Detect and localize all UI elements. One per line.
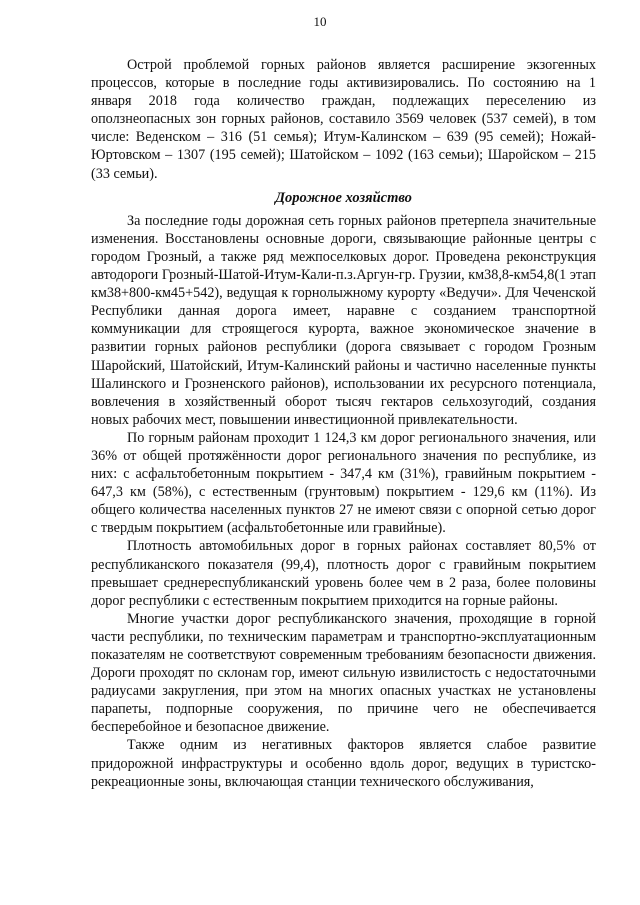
page-number: 10 xyxy=(313,14,327,29)
paragraph-roadside-infrastructure: Также одним из негативных факторов является слабое развитие придорожной инфраструктуры и особенно вдоль дорог, ведущих в туристско-рекреационные зоны, включающая станции технического обслуживания, xyxy=(91,737,596,790)
section-heading-road-economy: Дорожное хозяйство xyxy=(275,189,412,206)
paragraph-road-network: За последние годы дорожная сеть горных районов претерпела значительные изменения. Восстановлены основные дороги, связывающие районные центры с городом Грозный, а также ряд межпоселковых дорог. Проведена реконструкция автодороги Грозный-Шатой-Итум-Кали-п.з.Аргун-гр. Грузии, км38,8-км54,8(1 этап км38+800-км45+542), ведущая к горнолыжному курорту «Ведучи». Для Чеченской Республики данная дорога имеет, наравне с созданием транспортной коммуникации для строящегося курорта, важное экономическое значение в развитии горных районов республики (дорога связывает с городом Грозным Шаройский, Шатойский, Итум-Калинский районы и частично населенные пункты Шалинского и Грозненского районов), использовании их ресурсного потенциала, вовлечения в хозяйственный оборот тысяч гектаров сельхозугодий, создания новых рабочих мест, повышении инвестиционной привлекательности. xyxy=(91,212,596,428)
paragraph-road-density: Плотность автомобильных дорог в горных районах составляет 80,5% от республиканского показателя (99,4), плотность дорог с гравийным покрытием превышает среднереспубликанский уровень более чем в 2 раза, более половины дорог республики с естественным покрытием приходится на горные районы. xyxy=(91,538,596,609)
paragraph-road-safety: Многие участки дорог республиканского значения, проходящие в горной части республики, по техническим параметрам и транспортно-эксплуатационным показателям не соответствуют современным требованиям безопасности движения. Дороги проходят по склонам гор, имеют сильную извилистость с недостаточными радиусами закругления, при этом на многих опасных участках не установлены парапеты, подпорные сооружения, по причине чего не обеспечивается бесперебойное и безопасное движение. xyxy=(91,610,596,736)
document-body xyxy=(91,56,596,791)
paragraph-regional-roads: По горным районам проходит 1 124,3 км дорог регионального значения, или 36% от общей протяжённости дорог регионального значения по республике, из них: с асфальтобетонным покрытием - 347,4 км (31%), гравийным покрытием - 647,3 км (58%), с естественным (грунтовым) покрытием - 129,6 км (11%). Из общего количества населенных пунктов 27 не имеют связи с опорной сетью дорог с твердым покрытием (асфальтобетонные или гравийные). xyxy=(91,429,596,537)
paragraph-exogenous-processes: Острой проблемой горных районов является расширение экзогенных процессов, которые в последние годы активизировались. По состоянию на 1 января 2018 года количество граждан, подлежащих переселению из оползнеопасных зон горных районов, составило 3569 человек (537 семей), в том числе: Веденском – 316 (51 семья); Итум-Калинском – 639 (95 семей); Ножай-Юртовском – 1307 (195 семей); Шатойском – 1092 (163 семьи); Шаройском – 215 (33 семьи). xyxy=(91,57,596,182)
